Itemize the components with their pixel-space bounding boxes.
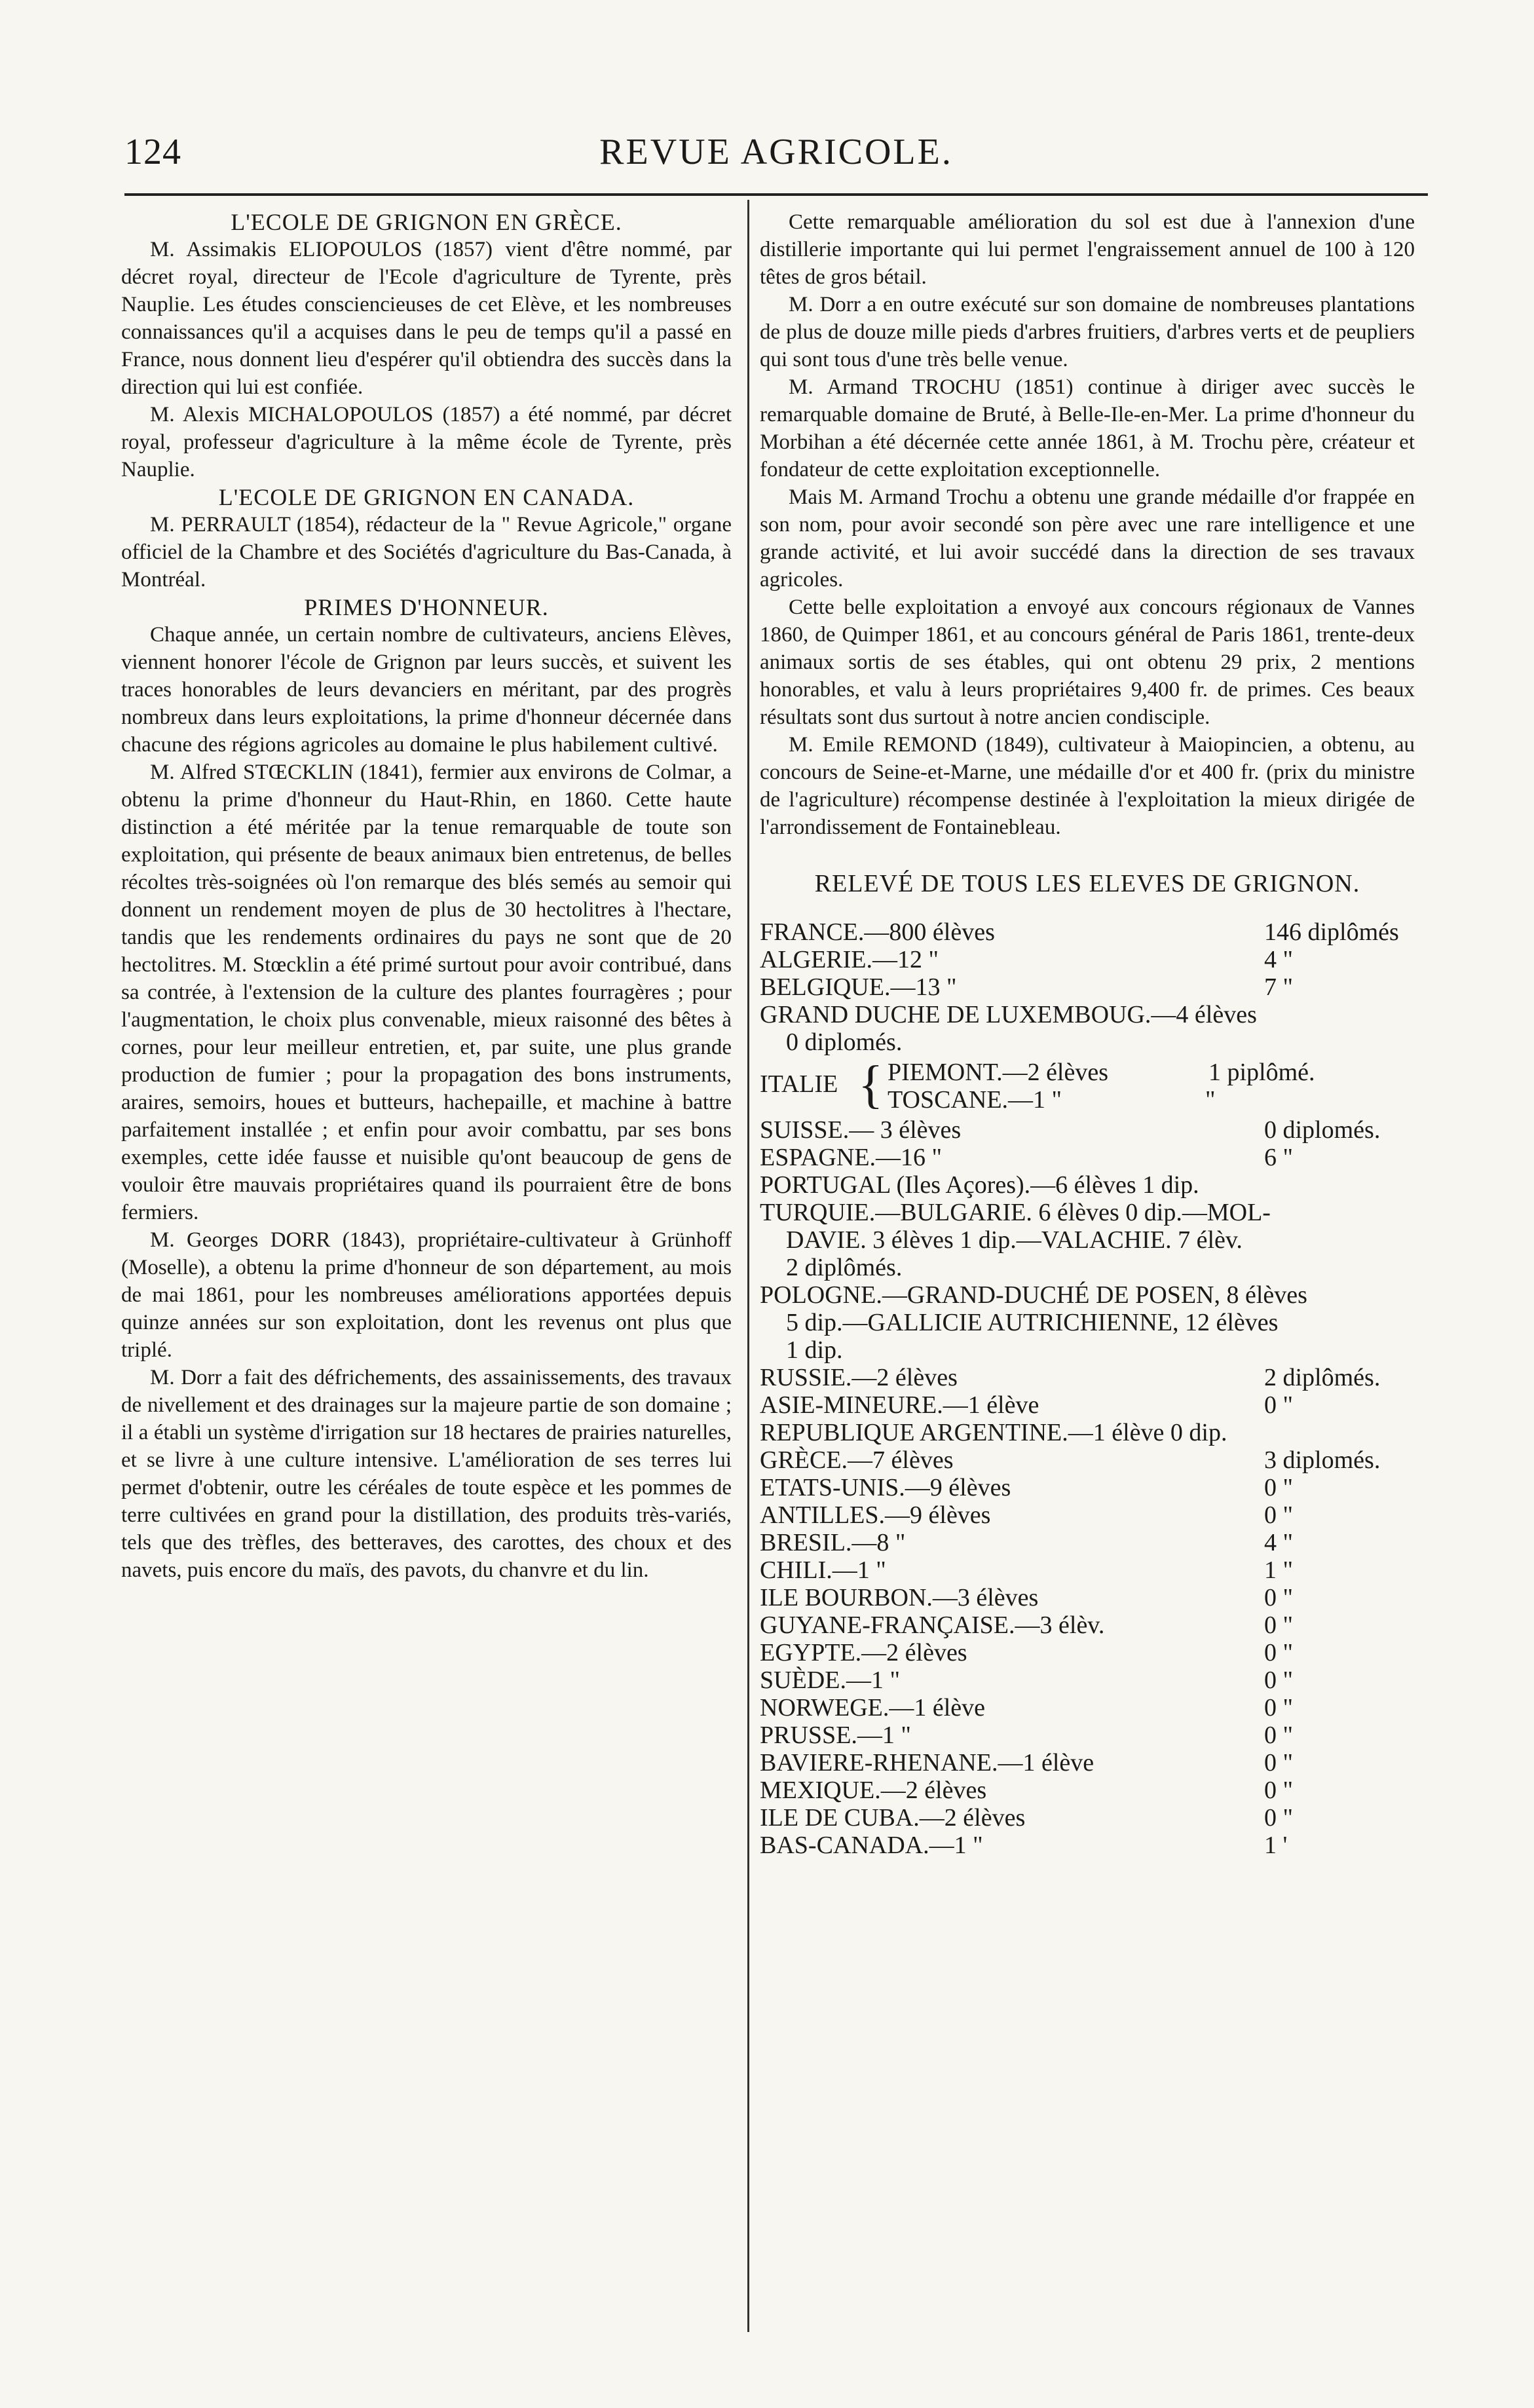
paragraph: Cette belle exploitation a envoyé aux concours régionaux de Vannes 1860, de Quimper 1861, et au concours général de Paris 1861, trente-deux animaux sortis de ses étables, qui ont obtenu 29 prix, 2 mentions honorables, et valu à leurs propriétaires 9,400 fr. de primes. Ces beaux résultats sont dus surtout à notre ancien condisciple. bbox=[760, 595, 1415, 729]
table-row bbox=[760, 1446, 1415, 1474]
section-title-canada: L'ECOLE DE GRIGNON EN CANADA. bbox=[218, 484, 635, 510]
paragraph: M. Dorr a fait des défrichements, des assainissements, des travaux de nivellement et des drainages sur la majeure partie de son domaine ; il a établi un système d'irrigation sur 18 hectares de prairies naturelles, et se livre à une culture intensive. L'amélioration de ses terres lui permet d'obtenir, outre les céréales de toute espèce et les pommes de terre cultivées en grand pour la distillation, des produits très-variés, tels que des trèfles, des betteraves, des carottes, des choux et des navets, puis encore du maïs, des pavots, du chanvre et du lin. bbox=[121, 1366, 732, 1582]
paragraph: M. Alexis MICHALOPOULOS (1857) a été nommé, par décret royal, professeur d'agriculture à la même école de Tyrente, près Nauplie. bbox=[121, 403, 732, 481]
section-title-grece: L'ECOLE DE GRIGNON EN GRÈCE. bbox=[231, 209, 622, 235]
row-diplomas: 7 " bbox=[1264, 973, 1294, 1001]
row-country: ALGERIE.—12 " bbox=[760, 946, 939, 973]
table-row bbox=[760, 1391, 1415, 1419]
students-table bbox=[760, 918, 1415, 1859]
table-row bbox=[760, 1721, 1415, 1749]
row-continuation: 1 dip. bbox=[786, 1336, 843, 1364]
row-diplomas: 0 " bbox=[1264, 1666, 1294, 1694]
row-country: PRUSSE.—1 " bbox=[760, 1721, 911, 1749]
row-diplomas: 6 " bbox=[1264, 1144, 1294, 1171]
table-row bbox=[760, 918, 1415, 946]
row-diplomas: 0 " bbox=[1264, 1501, 1294, 1529]
row-diplomas: 0 " bbox=[1264, 1721, 1294, 1749]
row-diplomas: 0 " bbox=[1264, 1391, 1294, 1419]
row-continuation: 5 dip.—GALLICIE AUTRICHIENNE, 12 élèves bbox=[786, 1309, 1279, 1336]
table-row bbox=[760, 1116, 1415, 1144]
row-country: GUYANE-FRANÇAISE.—3 élèv. bbox=[760, 1611, 1105, 1639]
row-diplomas: 0 " bbox=[1264, 1611, 1294, 1639]
row-country: MEXIQUE.—2 élèves bbox=[760, 1777, 987, 1804]
row-country: SUÈDE.—1 " bbox=[760, 1666, 900, 1694]
row-country: ETATS-UNIS.—9 élèves bbox=[760, 1474, 1011, 1501]
paragraph: Mais M. Armand Trochu a obtenu une grande médaille d'or frappée en son nom, pour avoir secondé son père avec une rare intelligence et une grande activité, et lui avoir succédé dans la direction de ses travaux agricoles. bbox=[760, 485, 1415, 592]
row-diplomas: 2 diplômés. bbox=[1264, 1364, 1381, 1391]
right-column bbox=[760, 208, 1415, 1859]
table-row-italie bbox=[760, 1056, 1415, 1116]
row-continuation: DAVIE. 3 élèves 1 dip.—VALACHIE. 7 élèv. bbox=[786, 1226, 1243, 1254]
paragraph: M. Assimakis ELIOPOULOS (1857) vient d'être nommé, par décret royal, directeur de l'Ecole d'agriculture de Tyrente, près Nauplie. Les études consciencieuses de cet Elève, et les nombreuses connaissances qu'il a acquises dans le peu de temps qu'il a passé en France, nous donnent lieu d'espérer qu'il obtiendra des succès dans la direction qui lui est confiée. bbox=[121, 238, 732, 399]
row-diplomas: 146 diplômés bbox=[1264, 918, 1399, 946]
table-row bbox=[760, 1171, 1415, 1199]
row-country: EGYPTE.—2 élèves bbox=[760, 1639, 967, 1666]
table-row bbox=[760, 973, 1415, 1001]
row-country: ESPAGNE.—16 " bbox=[760, 1144, 943, 1171]
row-country: TURQUIE.—BULGARIE. 6 élèves 0 dip.—MOL- bbox=[760, 1199, 1271, 1226]
row-country: FRANCE.—800 élèves bbox=[760, 918, 995, 946]
paragraph: Chaque année, un certain nombre de cultivateurs, anciens Elèves, viennent honorer l'école de Grignon par leurs succès, et suivent les traces honorables de leurs devanciers en méritant, par des progrès nombreux dans leurs exploitations, la prime d'honneur décernée dans chacune des régions agricoles au domaine le plus habilement cultivé. bbox=[121, 623, 732, 757]
row-country: BAVIERE-RHENANE.—1 élève bbox=[760, 1749, 1094, 1777]
table-row bbox=[760, 1749, 1415, 1777]
paragraph: M. Dorr a en outre exécuté sur son domaine de nombreuses plantations de plus de douze mille pieds d'arbres fruitiers, d'arbres verts et de peupliers qui sont tous d'une très belle venue. bbox=[760, 293, 1415, 371]
row-diplomas: 0 " bbox=[1264, 1804, 1294, 1832]
table-row bbox=[760, 1611, 1415, 1639]
table-row bbox=[760, 1144, 1415, 1171]
row-diplomas: 0 diplomés. bbox=[1264, 1116, 1381, 1144]
paragraph: M. Alfred STŒCKLIN (1841), fermier aux environs de Colmar, a obtenu la prime d'honneur du Haut-Rhin, en 1860. Cette haute distinction a été méritée par la tenue remarquable de toute son exploitation, qui présente de beaux animaux bien entretenus, de belles récoltes très-soignées où l'on remarque des blés semés au semoir qui donnent un rendement moyen de plus de 30 hectolitres à l'hectare, tandis que les rendements ordinaires du pays ne sont que de 20 hectolitres. M. Stœcklin a été primé surtout pour avoir contribué, dans sa contrée, à l'extension de la culture des plantes fourragères ; pour l'augmentation, le choix plus convenable, mieux raisonné des bêtes à cornes, pour leur meilleur entretien, et, par suite, une plus grande production de fumier ; pour la propagation des bons instruments, araires, semoirs, houes et butteurs, hachepaille, et machine à battre parfaitement installée ; et enfin pour avoir combattu, par ses bons exemples, cette idée fausse et nuisible qu'ont beaucoup de gens de vouloir être mauvais propriétaires quand ils pourraient être de bons fermiers. bbox=[121, 761, 732, 1224]
row-country: ILE DE CUBA.—2 élèves bbox=[760, 1804, 1026, 1832]
row-country: BRESIL.—8 " bbox=[760, 1529, 906, 1556]
row-country: GRAND DUCHE DE LUXEMBOUG.—4 élèves bbox=[760, 1001, 1257, 1028]
row-country: NORWEGE.—1 élève bbox=[760, 1694, 986, 1721]
paragraph: M. Emile REMOND (1849), cultivateur à Maiopincien, a obtenu, au concours de Seine-et-Marne, une médaille d'or et 400 fr. (prix du ministre de l'agriculture) récompense destinée à l'exploitation la mieux dirigée de l'arrondissement de Fontainebleau. bbox=[760, 733, 1415, 839]
paragraph: M. Georges DORR (1843), propriétaire-cultivateur à Grünhoff (Moselle), a obtenu la prime d'honneur de son département, au mois de mai 1861, pour les nombreuses améliorations apportées depuis quinze années sur son exploitation, dont les revenus ont plus que triplé. bbox=[121, 1228, 732, 1362]
row-diplomas: 4 " bbox=[1264, 1529, 1294, 1556]
row-diplomas: 0 " bbox=[1264, 1584, 1294, 1611]
paragraph: M. PERRAULT (1854), rédacteur de la " Revue Agricole," organe officiel de la Chambre et des Sociétés d'agriculture du Bas-Canada, à Montréal. bbox=[121, 513, 732, 592]
journal-title: REVUE AGRICOLE. bbox=[599, 132, 953, 172]
row-diplomas: 1 " bbox=[1264, 1556, 1294, 1584]
row-diplomas: 0 " bbox=[1264, 1694, 1294, 1721]
row-country: POLOGNE.—GRAND-DUCHÉ DE POSEN, 8 élèves bbox=[760, 1281, 1307, 1309]
row-diplomas: 0 " bbox=[1264, 1777, 1294, 1804]
column-divider bbox=[747, 200, 749, 2332]
table-row bbox=[760, 1777, 1415, 1804]
table-row bbox=[760, 1804, 1415, 1832]
row-country: CHILI.—1 " bbox=[760, 1556, 886, 1584]
row-continuation: 0 diplomés. bbox=[786, 1028, 903, 1056]
row-country: REPUBLIQUE ARGENTINE.—1 élève 0 dip. bbox=[760, 1419, 1227, 1446]
page-header bbox=[124, 131, 1428, 183]
row-country: GRÈCE.—7 élèves bbox=[760, 1446, 954, 1474]
row-region: TOSCANE.—1 " bbox=[888, 1086, 1062, 1114]
row-diplomas: 0 " bbox=[1264, 1749, 1294, 1777]
table-row bbox=[760, 1001, 1415, 1028]
table-row bbox=[760, 1666, 1415, 1694]
table-row bbox=[760, 1529, 1415, 1556]
table-row bbox=[760, 1501, 1415, 1529]
table-row bbox=[760, 1474, 1415, 1501]
brace-glyph: { bbox=[858, 1056, 884, 1114]
row-country: RUSSIE.—2 élèves bbox=[760, 1364, 958, 1391]
table-row bbox=[760, 1694, 1415, 1721]
row-country: BELGIQUE.—13 " bbox=[760, 973, 957, 1001]
page-number: 124 bbox=[124, 132, 181, 172]
table-row bbox=[760, 1199, 1415, 1226]
row-country: ILE BOURBON.—3 élèves bbox=[760, 1584, 1039, 1611]
section-title-primes: PRIMES D'HONNEUR. bbox=[304, 594, 549, 620]
row-diplomas: 1 ' bbox=[1264, 1832, 1288, 1859]
row-country: BAS-CANADA.—1 " bbox=[760, 1832, 983, 1859]
row-country: ASIE-MINEURE.—1 élève bbox=[760, 1391, 1039, 1419]
row-diplomas: 4 " bbox=[1264, 946, 1294, 973]
row-country: ANTILLES.—9 élèves bbox=[760, 1501, 991, 1529]
table-row bbox=[760, 1584, 1415, 1611]
paragraph: M. Armand TROCHU (1851) continue à diriger avec succès le remarquable domaine de Bruté, à Belle-Ile-en-Mer. La prime d'honneur du Morbihan a été décernée cette année 1861, à M. Trochu père, créateur et fondateur de cette exploitation exceptionnelle. bbox=[760, 375, 1415, 481]
table-row bbox=[760, 1639, 1415, 1666]
table-row bbox=[760, 1364, 1415, 1391]
row-country: PORTUGAL (Iles Açores).—6 élèves 1 dip. bbox=[760, 1171, 1199, 1199]
table-title: RELEVÉ DE TOUS LES ELEVES DE GRIGNON. bbox=[814, 870, 1360, 897]
table-row bbox=[760, 1419, 1415, 1446]
row-country: ITALIE bbox=[760, 1070, 838, 1098]
table-row bbox=[760, 946, 1415, 973]
row-country: SUISSE.— 3 élèves bbox=[760, 1116, 962, 1144]
table-row bbox=[760, 1832, 1415, 1859]
paragraph: Cette remarquable amélioration du sol est due à l'annexion d'une distillerie importante qui lui permet l'engraissement annuel de 100 à 120 têtes de gros bétail. bbox=[760, 210, 1415, 289]
left-column bbox=[121, 208, 732, 1584]
row-diplomas: " bbox=[1205, 1086, 1216, 1114]
row-continuation: 2 diplômés. bbox=[786, 1254, 903, 1281]
row-diplomas: 1 piplômé. bbox=[1208, 1059, 1315, 1086]
table-row bbox=[760, 1556, 1415, 1584]
row-diplomas: 0 " bbox=[1264, 1474, 1294, 1501]
row-diplomas: 0 " bbox=[1264, 1639, 1294, 1666]
row-diplomas: 3 diplomés. bbox=[1264, 1446, 1381, 1474]
table-row bbox=[760, 1281, 1415, 1309]
row-region: PIEMONT.—2 élèves bbox=[888, 1059, 1109, 1086]
header-rule bbox=[124, 193, 1428, 196]
